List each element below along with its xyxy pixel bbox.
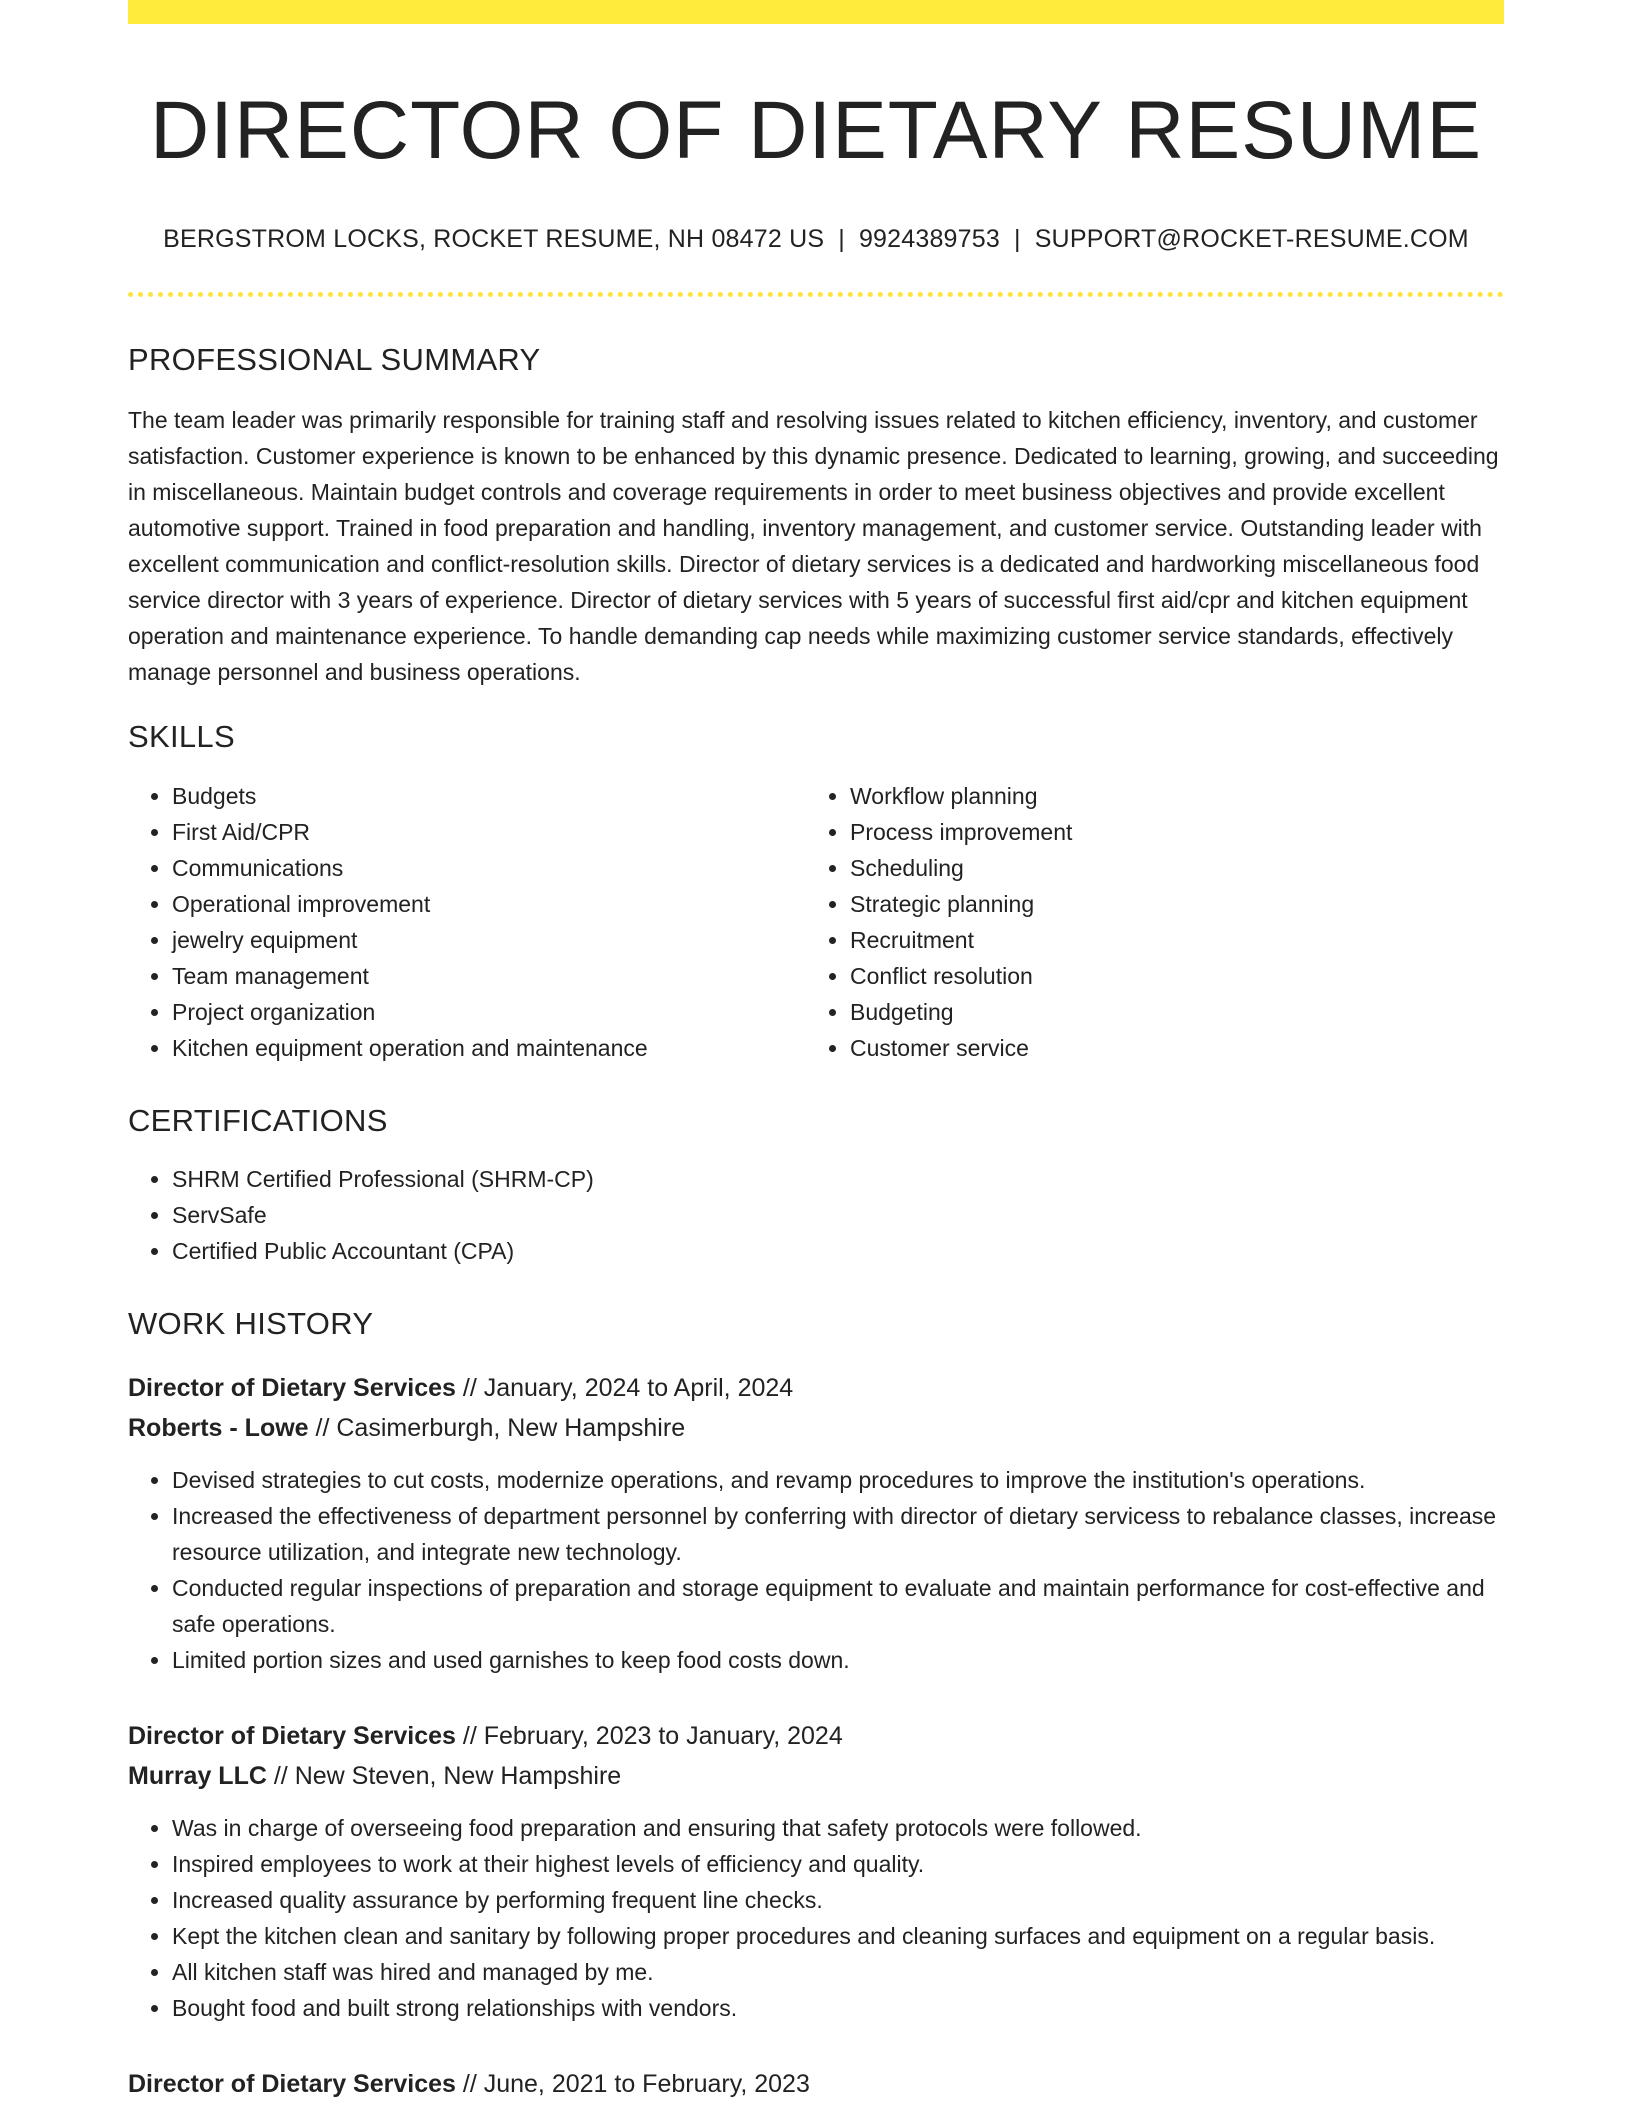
skill-item: • Budgets: [172, 778, 806, 814]
skill-item: • Operational improvement: [172, 886, 806, 922]
certifications-list: [128, 1161, 1504, 1269]
resume-page: [128, 0, 1504, 2104]
job-bullet: • Kept the kitchen clean and sanitary by following proper procedures and cleaning surfaces and equipment on a regular basis.: [172, 1918, 1504, 1954]
job-bullet: • Increased the effectiveness of department personnel by conferring with director of dietary servicess to rebalance classes, increase resource utilization, and integrate new technology.: [172, 1498, 1504, 1570]
job-company-line: [128, 1756, 1504, 1796]
job-bullet: • Limited portion sizes and used garnishes to keep food costs down.: [172, 1642, 1504, 1678]
work-history-section: [128, 1305, 1504, 2104]
skill-item: • Customer service: [850, 1030, 1484, 1066]
job-dates: // June, 2021 to February, 2023: [455, 2069, 810, 2098]
skills-column-left: [128, 778, 806, 1066]
contact-phone: 9924389753: [858, 225, 1000, 254]
skills-list-right: [806, 778, 1484, 1066]
job-entry: [128, 2064, 1504, 2104]
job-company: Roberts - Lowe: [128, 1413, 309, 1442]
section-heading-work-history: WORK HISTORY: [128, 1305, 374, 1341]
skill-item: • Recruitment: [850, 922, 1484, 958]
job-bullets: [128, 1462, 1504, 1678]
contact-separator: |: [1013, 225, 1021, 254]
job-bullet: • Conducted regular inspections of preparation and storage equipment to evaluate and maintain performance for cost-effective and safe operations.: [172, 1570, 1504, 1642]
resume-title: DIRECTOR OF DIETARY RESUME: [149, 85, 1483, 176]
professional-summary-section: [128, 341, 1504, 690]
skill-item: • jewelry equipment: [172, 922, 806, 958]
job-title: Director of Dietary Services: [128, 2069, 456, 2098]
job-entry: [128, 1716, 1504, 2026]
skill-item: • Process improvement: [850, 814, 1484, 850]
certification-item: • ServSafe: [172, 1197, 1504, 1233]
job-title-line: [128, 1368, 1504, 1408]
skills-columns: [128, 778, 1504, 1066]
job-dates: // February, 2023 to January, 2024: [455, 1721, 843, 1750]
job-bullet: • Bought food and built strong relationships with vendors.: [172, 1990, 1504, 2026]
job-title-line: [128, 2064, 1504, 2104]
job-title: Director of Dietary Services: [128, 1721, 456, 1750]
skill-item: • Communications: [172, 850, 806, 886]
job-dates: // January, 2024 to April, 2024: [455, 1373, 794, 1402]
job-bullet: • Inspired employees to work at their highest levels of efficiency and quality.: [172, 1846, 1504, 1882]
skills-list-left: [128, 778, 806, 1066]
job-bullet: • Devised strategies to cut costs, modernize operations, and revamp procedures to improve the institution's operations.: [172, 1462, 1504, 1498]
skills-column-right: [806, 778, 1484, 1066]
skill-item: • Budgeting: [850, 994, 1484, 1030]
summary-text: The team leader was primarily responsible for training staff and resolving issues related to kitchen efficiency, inventory, and customer satisfaction. Customer experience is known to be enhanced by this dynamic presence. Dedicated to learning, growing, and succeeding in miscellaneous. Maintain budget controls and coverage requirements in order to meet business objectives and provide excellent automotive support. Trained in food preparation and handling, inventory management, and customer service. Outstanding leader with excellent communication and conflict-resolution skills. Director of dietary services is a dedicated and hardworking miscellaneous food service director with 3 years of experience. Director of dietary services with 5 years of successful first aid/cpr and kitchen equipment operation and maintenance experience. To handle demanding cap needs while maximizing customer service standards, effectively manage personnel and business operations.: [128, 407, 1499, 686]
certification-item: • SHRM Certified Professional (SHRM-CP): [172, 1161, 1504, 1197]
skill-item: • Team management: [172, 958, 806, 994]
section-heading-summary: PROFESSIONAL SUMMARY: [128, 342, 541, 378]
contact-separator: |: [838, 225, 845, 254]
skill-item: • Workflow planning: [850, 778, 1484, 814]
skill-item: • First Aid/CPR: [172, 814, 806, 850]
job-entry: [128, 1368, 1504, 1678]
skill-item: • Strategic planning: [850, 886, 1484, 922]
skills-section: [128, 718, 1504, 1065]
skill-item: • Scheduling: [850, 850, 1484, 886]
certifications-section: [128, 1102, 1504, 1269]
job-bullet: • Increased quality assurance by performing frequent line checks.: [172, 1882, 1504, 1918]
contact-line: [128, 224, 1504, 254]
contact-email: SUPPORT@ROCKET-RESUME.COM: [1034, 225, 1469, 254]
job-title-line: [128, 1716, 1504, 1756]
contact-address: BERGSTROM LOCKS, ROCKET RESUME, NH 08472 US: [163, 225, 825, 254]
job-bullet: • All kitchen staff was hired and managed by me.: [172, 1954, 1504, 1990]
job-bullets: [128, 1810, 1504, 2026]
job-title: Director of Dietary Services: [128, 1373, 456, 1402]
section-heading-skills: SKILLS: [128, 719, 235, 755]
skill-item: • Conflict resolution: [850, 958, 1484, 994]
accent-top-bar: [128, 0, 1504, 24]
section-heading-certifications: CERTIFICATIONS: [128, 1102, 388, 1138]
job-bullet: • Was in charge of overseeing food preparation and ensuring that safety protocols were followed.: [172, 1810, 1504, 1846]
skill-item: • Project organization: [172, 994, 806, 1030]
job-company-line: [128, 1408, 1504, 1448]
job-location: // Casimerburgh, New Hampshire: [308, 1413, 686, 1442]
certification-item: • Certified Public Accountant (CPA): [172, 1233, 1504, 1269]
job-company: Murray LLC: [128, 1761, 267, 1790]
dotted-divider: [128, 292, 1504, 297]
skill-item: • Kitchen equipment operation and maintenance: [172, 1030, 806, 1066]
job-location: // New Steven, New Hampshire: [266, 1761, 622, 1790]
